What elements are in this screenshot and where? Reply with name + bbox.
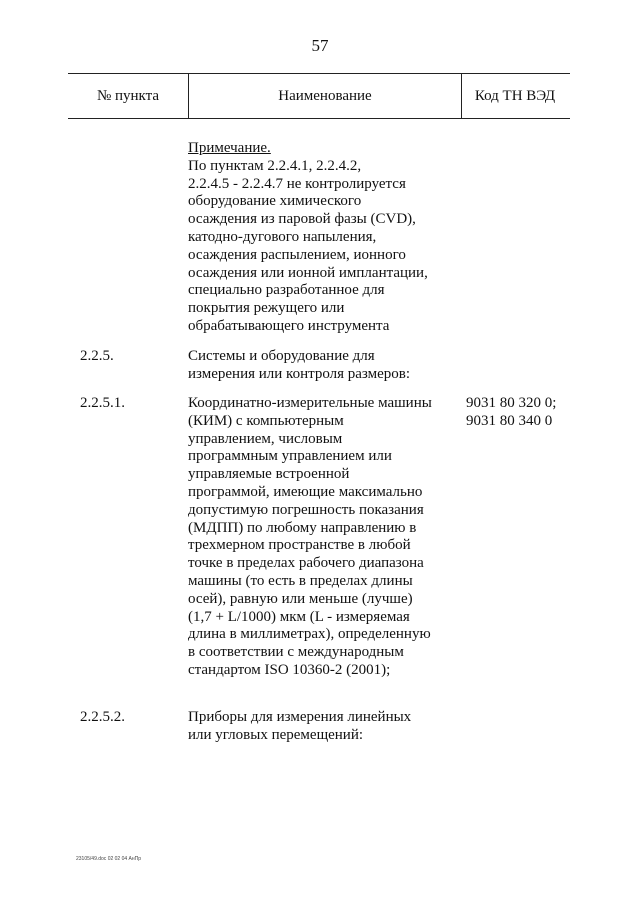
table-header <box>68 73 570 119</box>
header-name: Наименование <box>188 74 462 118</box>
entry-line: Системы и оборудование для <box>188 348 375 364</box>
note-line: оборудование химического <box>188 193 362 210</box>
page-number: 57 <box>311 36 329 55</box>
entry-number: 2.2.5.2. <box>80 709 125 725</box>
note-line: специально разработанное для <box>188 282 385 299</box>
tn-ved-code: 9031 80 320 0; <box>466 395 557 411</box>
note-line: По пунктам 2.2.4.1, 2.2.4.2, <box>188 157 362 174</box>
note-line: осаждения или ионной имплантации, <box>188 264 428 281</box>
entry-line: точке в пределах рабочего диапазона <box>188 555 424 572</box>
entry-line: или угловых перемещений: <box>188 726 364 743</box>
note-title: Примечание. <box>188 140 271 156</box>
header-code: Код ТН ВЭД <box>474 88 556 104</box>
entry-description <box>188 709 463 745</box>
entry-line: (КИМ) с компьютерным <box>188 412 344 429</box>
entry-line: осей), равную или меньше (лучше) <box>188 590 413 607</box>
entry-line: машины (то есть в пределах длины <box>188 572 413 589</box>
entry-line: длина в миллиметрах), определенную <box>188 626 431 643</box>
tn-ved-code: 9031 80 340 0 <box>466 412 553 429</box>
entry-line: программным управлением или <box>188 448 392 465</box>
entry-line: трехмерном пространстве в любой <box>188 537 411 554</box>
entry-line: Приборы для измерения линейных <box>188 709 412 725</box>
entry-line: управлением, числовым <box>188 430 343 447</box>
entry-line: управляемые встроенной <box>188 466 350 483</box>
note-block <box>188 140 463 336</box>
entry-number: 2.2.5. <box>80 348 114 364</box>
entry-line: измерения или контроля размеров: <box>188 365 411 382</box>
entry-line: (МДПП) по любому направлению в <box>188 519 417 536</box>
entry-line: программой, имеющие максимально <box>188 483 423 500</box>
note-line: обрабатывающего инструмента <box>188 317 390 334</box>
note-line: осаждения распылением, ионного <box>188 246 406 263</box>
header-item-number: № пункта <box>96 88 160 104</box>
entry-codes <box>466 395 556 431</box>
entry-number: 2.2.5.1. <box>80 395 125 411</box>
note-line: катодно-дугового напыления, <box>188 228 377 245</box>
entry-description <box>188 395 463 680</box>
entry-description <box>188 348 463 384</box>
entry-line: в соответствии с международным <box>188 644 404 661</box>
note-line: покрытия режущего или <box>188 300 345 317</box>
entry-line: Координатно-измерительные машины <box>188 395 432 411</box>
note-line: осаждения из паровой фазы (CVD), <box>188 211 416 228</box>
note-line: 2.2.4.5 - 2.2.4.7 не контролируется <box>188 175 406 192</box>
document-footer: 23105/49.doc 02 02 04 АнПр <box>76 856 142 862</box>
entry-line: стандартом ISO 10360-2 (2001); <box>188 661 391 678</box>
entry-line: допустимую погрешность показания <box>188 501 424 518</box>
entry-line: (1,7 + L/1000) мкм (L - измеряемая <box>188 608 410 625</box>
